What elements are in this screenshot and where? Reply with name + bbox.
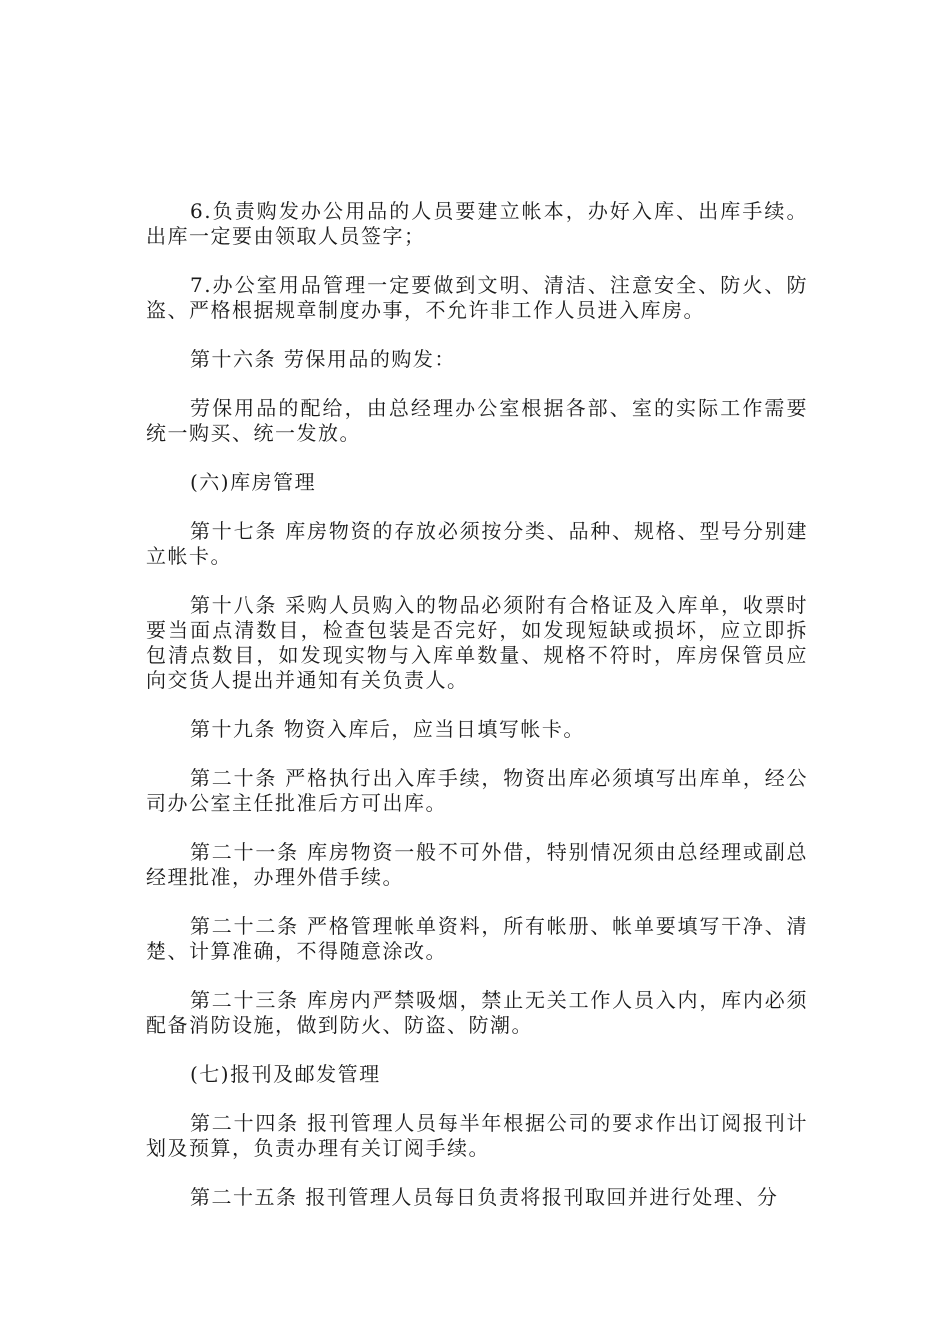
article-16-title: 第十六条 劳保用品的购发：	[190, 347, 456, 371]
paragraph-item-6: 6.负责购发办公用品的人员要建立帐本，办好入库、出库手续。出库一定要由领取人员签字；	[146, 199, 808, 248]
article-24: 第二十四条 报刊管理人员每半年根据公司的要求作出订阅报刊计划及预算，负责办理有关订阅手续。	[146, 1111, 808, 1160]
article-19: 第十九条 物资入库后，应当日填写帐卡。	[190, 717, 585, 741]
section-heading-warehouse: (六)库房管理	[190, 470, 317, 494]
article-25: 第二十五条 报刊管理人员每日负责将报刊取回并进行处理、分	[190, 1185, 779, 1209]
paragraph-item-7: 7.办公室用品管理一定要做到文明、清洁、注意安全、防火、防盗、严格根据规章制度办事，不允许非工作人员进入库房。	[146, 273, 808, 322]
article-22: 第二十二条 严格管理帐单资料，所有帐册、帐单要填写干净、清楚、计算准确，不得随意涂改。	[146, 914, 808, 963]
article-18: 第十八条 采购人员购入的物品必须附有合格证及入库单，收票时要当面点清数目，检查包装是否完好，如发现短缺或损坏，应立即拆包清点数目，如发现实物与入库单数量、规格不符时，库房保管员应向交货人提出并通知有关负责人。	[146, 593, 808, 692]
article-23: 第二十三条 库房内严禁吸烟，禁止无关工作人员入内，库内必须配备消防设施，做到防火、防盗、防潮。	[146, 988, 808, 1037]
section-heading-newspapers: (七)报刊及邮发管理	[190, 1062, 381, 1086]
article-21: 第二十一条 库房物资一般不可外借，特别情况须由总经理或副总经理批准，办理外借手续。	[146, 840, 808, 889]
article-16-body: 劳保用品的配给，由总经理办公室根据各部、室的实际工作需要统一购买、统一发放。	[146, 396, 808, 445]
article-20: 第二十条 严格执行出入库手续，物资出库必须填写出库单，经公司办公室主任批准后方可出库。	[146, 766, 808, 815]
article-17: 第十七条 库房物资的存放必须按分类、品种、规格、型号分别建立帐卡。	[146, 519, 808, 568]
document-body	[146, 199, 808, 1234]
